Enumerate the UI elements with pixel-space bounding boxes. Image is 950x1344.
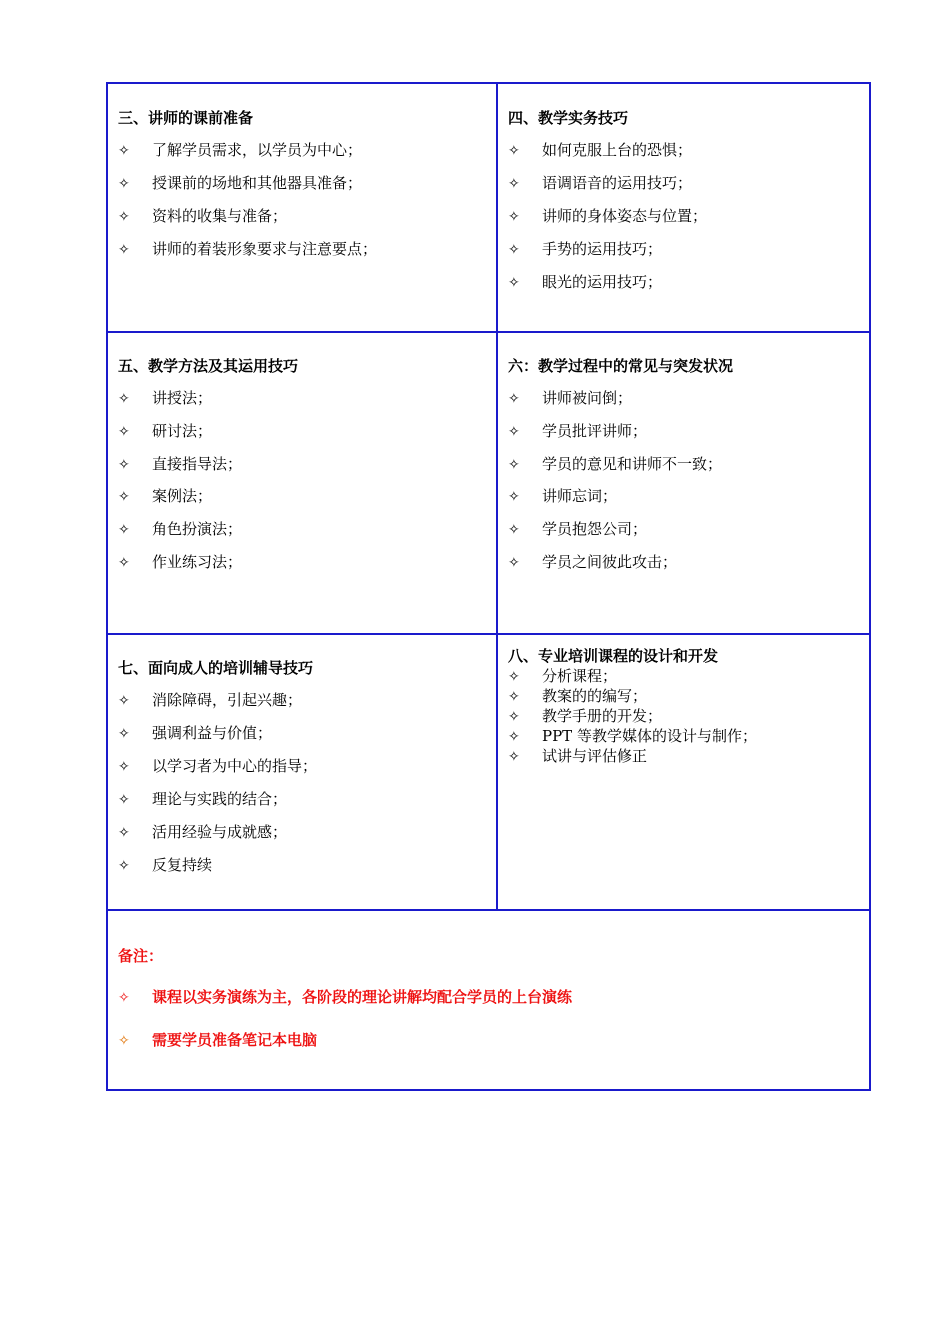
- list-item: ✧ 反复持续: [118, 856, 213, 874]
- list-item: ✧ 如何克服上台的恐惧；: [508, 141, 693, 159]
- diamond-star-icon: ✧: [118, 1033, 130, 1049]
- list-item: ✧ 资料的收集与准备；: [118, 207, 288, 225]
- list-item: ✧ 活用经验与成就感；: [118, 823, 288, 841]
- section-7-title: 七、面向成人的培训辅导技巧: [118, 659, 314, 677]
- section-5-cell: [108, 333, 498, 635]
- list-item: ✧ 学员的意见和讲师不一致；: [508, 455, 723, 473]
- diamond-star-icon: ✧: [118, 143, 130, 159]
- list-item: ✧ 教学手册的开发；: [508, 707, 663, 725]
- diamond-star-icon: ✧: [118, 825, 130, 841]
- diamond-star-icon: ✧: [508, 729, 520, 745]
- diamond-star-icon: ✧: [508, 391, 520, 407]
- diamond-star-icon: ✧: [508, 669, 520, 685]
- diamond-star-icon: ✧: [118, 457, 130, 473]
- remark-item: ✧ 需要学员准备笔记本电脑: [118, 1031, 318, 1049]
- list-item: ✧ 学员之间彼此攻击；: [508, 553, 678, 571]
- list-item: ✧ 直接指导法；: [118, 455, 243, 473]
- diamond-star-icon: ✧: [118, 555, 130, 571]
- list-item: ✧ 眼光的运用技巧；: [508, 273, 663, 291]
- diamond-star-icon: ✧: [118, 759, 130, 775]
- diamond-star-icon: ✧: [118, 522, 130, 538]
- section-3-title: 三、讲师的课前准备: [118, 109, 254, 127]
- list-item: ✧ 讲师的着装形象要求与注意要点；: [118, 240, 378, 258]
- diamond-star-icon: ✧: [118, 858, 130, 874]
- section-5-title: 五、教学方法及其运用技巧: [118, 357, 299, 375]
- list-item: ✧ 手势的运用技巧；: [508, 240, 663, 258]
- list-item: ✧ 案例法；: [118, 487, 213, 505]
- list-item: ✧ 讲师的身体姿态与位置；: [508, 207, 708, 225]
- diamond-star-icon: ✧: [508, 749, 520, 765]
- list-item: ✧ 授课前的场地和其他器具准备；: [118, 174, 363, 192]
- diamond-star-icon: ✧: [118, 242, 130, 258]
- course-outline-table: [106, 82, 871, 1091]
- diamond-star-icon: ✧: [508, 689, 520, 705]
- list-item: ✧ 讲师忘词；: [508, 487, 618, 505]
- diamond-star-icon: ✧: [508, 176, 520, 192]
- diamond-star-icon: ✧: [508, 143, 520, 159]
- list-item: ✧ 以学习者为中心的指导；: [118, 757, 318, 775]
- diamond-star-icon: ✧: [508, 275, 520, 291]
- section-8-title: 八、专业培训课程的设计和开发: [508, 647, 719, 665]
- diamond-star-icon: ✧: [118, 209, 130, 225]
- list-item: ✧ 研讨法；: [118, 422, 213, 440]
- remark-item: ✧ 课程以实务演练为主，各阶段的理论讲解均配合学员的上台演练: [118, 988, 573, 1006]
- section-3-cell: [108, 84, 498, 333]
- diamond-star-icon: ✧: [118, 176, 130, 192]
- diamond-star-icon: ✧: [118, 792, 130, 808]
- diamond-star-icon: ✧: [508, 489, 520, 505]
- section-4-cell: [498, 84, 871, 333]
- diamond-star-icon: ✧: [118, 391, 130, 407]
- diamond-star-icon: ✧: [118, 726, 130, 742]
- diamond-star-icon: ✧: [508, 424, 520, 440]
- diamond-star-icon: ✧: [118, 424, 130, 440]
- list-item: ✧ 理论与实践的结合；: [118, 790, 288, 808]
- section-6-title: 六：教学过程中的常见与突发状况: [508, 357, 734, 375]
- list-item: ✧ 讲师被问倒；: [508, 389, 633, 407]
- list-item: ✧ 消除障碍，引起兴趣；: [118, 691, 303, 709]
- list-item: ✧ 学员批评讲师；: [508, 422, 648, 440]
- remarks-cell: [108, 911, 871, 1089]
- diamond-star-icon: ✧: [508, 555, 520, 571]
- diamond-star-icon: ✧: [508, 522, 520, 538]
- diamond-star-icon: ✧: [508, 242, 520, 258]
- list-item: ✧ 作业练习法；: [118, 553, 243, 571]
- list-item: ✧ 教案的的编写；: [508, 687, 648, 705]
- diamond-star-icon: ✧: [508, 457, 520, 473]
- section-6-cell: [498, 333, 871, 635]
- list-item: ✧ 学员抱怨公司；: [508, 520, 648, 538]
- diamond-star-icon: ✧: [118, 489, 130, 505]
- list-item: ✧ 强调利益与价值；: [118, 724, 273, 742]
- diamond-star-icon: ✧: [118, 990, 130, 1006]
- diamond-star-icon: ✧: [508, 209, 520, 225]
- list-item: ✧ PPT 等教学媒体的设计与制作；: [508, 727, 757, 745]
- section-8-cell: [498, 635, 871, 911]
- remarks-title: 备注：: [118, 947, 164, 965]
- list-item: ✧ 讲授法；: [118, 389, 213, 407]
- diamond-star-icon: ✧: [508, 709, 520, 725]
- list-item: ✧ 了解学员需求，以学员为中心；: [118, 141, 363, 159]
- list-item: ✧ 试讲与评估修正: [508, 747, 648, 765]
- section-4-title: 四、教学实务技巧: [508, 109, 629, 127]
- diamond-star-icon: ✧: [118, 693, 130, 709]
- section-7-cell: [108, 635, 498, 911]
- list-item: ✧ 角色扮演法；: [118, 520, 243, 538]
- list-item: ✧ 语调语音的运用技巧；: [508, 174, 693, 192]
- list-item: ✧ 分析课程；: [508, 667, 618, 685]
